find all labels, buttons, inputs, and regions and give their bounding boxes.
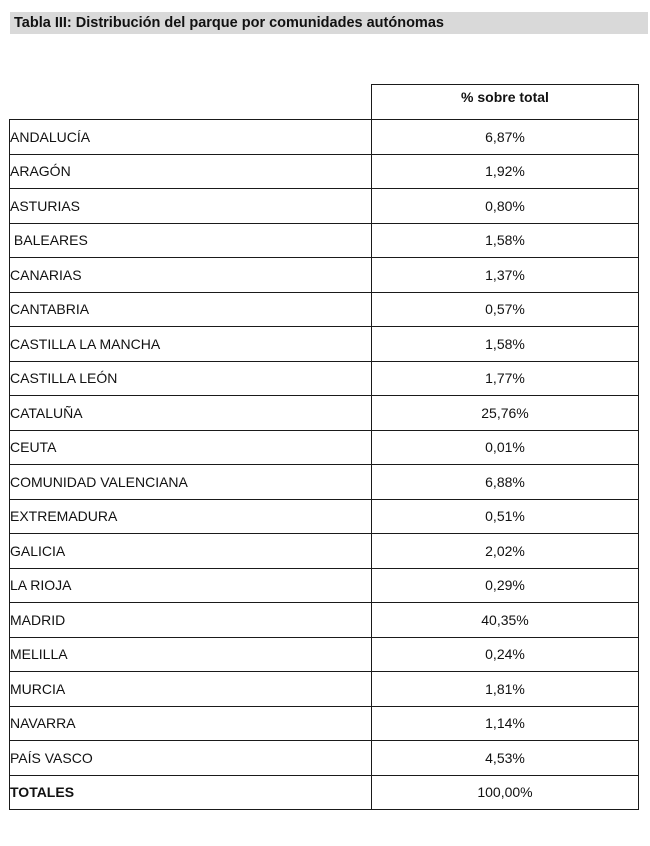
region-name: CEUTA <box>10 430 372 465</box>
table-row <box>10 292 639 327</box>
region-percent: 40,35% <box>372 603 639 638</box>
region-name: COMUNIDAD VALENCIANA <box>10 465 372 500</box>
region-name: MADRID <box>10 603 372 638</box>
header-empty-cell <box>10 85 372 120</box>
region-percent: 6,88% <box>372 465 639 500</box>
region-percent: 0,80% <box>372 189 639 224</box>
table-row <box>10 361 639 396</box>
region-name: PAÍS VASCO <box>10 741 372 776</box>
table-row <box>10 396 639 431</box>
total-row <box>10 775 639 810</box>
region-percent: 1,58% <box>372 223 639 258</box>
region-name: CANTABRIA <box>10 292 372 327</box>
region-percent: 1,37% <box>372 258 639 293</box>
region-percent: 25,76% <box>372 396 639 431</box>
table-row <box>10 327 639 362</box>
region-percent: 1,92% <box>372 154 639 189</box>
table-row <box>10 120 639 155</box>
region-percent: 4,53% <box>372 741 639 776</box>
region-percent: 0,51% <box>372 499 639 534</box>
table-row <box>10 154 639 189</box>
table-row <box>10 534 639 569</box>
table-header-row <box>10 85 639 120</box>
region-name: CASTILLA LEÓN <box>10 361 372 396</box>
region-name: CANARIAS <box>10 258 372 293</box>
table-title: Tabla III: Distribución del parque por comunidades autónomas <box>10 12 648 34</box>
table-row <box>10 603 639 638</box>
table-row <box>10 672 639 707</box>
region-percent: 2,02% <box>372 534 639 569</box>
region-name: CASTILLA LA MANCHA <box>10 327 372 362</box>
table-row <box>10 465 639 500</box>
region-name: BALEARES <box>10 223 372 258</box>
region-percent: 1,14% <box>372 706 639 741</box>
distribution-table <box>9 84 639 810</box>
region-name: MURCIA <box>10 672 372 707</box>
table-row <box>10 637 639 672</box>
region-name: GALICIA <box>10 534 372 569</box>
table-row <box>10 706 639 741</box>
table-row <box>10 499 639 534</box>
total-value: 100,00% <box>372 775 639 810</box>
region-name: ASTURIAS <box>10 189 372 224</box>
header-percent-total: % sobre total <box>372 85 639 120</box>
table-row <box>10 430 639 465</box>
table-row <box>10 223 639 258</box>
region-name: CATALUÑA <box>10 396 372 431</box>
table-row <box>10 189 639 224</box>
region-percent: 6,87% <box>372 120 639 155</box>
table-row <box>10 258 639 293</box>
region-percent: 0,57% <box>372 292 639 327</box>
region-percent: 0,24% <box>372 637 639 672</box>
region-name: LA RIOJA <box>10 568 372 603</box>
table-row <box>10 568 639 603</box>
region-name: NAVARRA <box>10 706 372 741</box>
region-percent: 0,01% <box>372 430 639 465</box>
table-row <box>10 741 639 776</box>
region-name: ARAGÓN <box>10 154 372 189</box>
region-percent: 1,81% <box>372 672 639 707</box>
region-name: EXTREMADURA <box>10 499 372 534</box>
region-percent: 1,77% <box>372 361 639 396</box>
region-name: ANDALUCÍA <box>10 120 372 155</box>
total-label: TOTALES <box>10 775 372 810</box>
region-percent: 0,29% <box>372 568 639 603</box>
region-name: MELILLA <box>10 637 372 672</box>
region-percent: 1,58% <box>372 327 639 362</box>
